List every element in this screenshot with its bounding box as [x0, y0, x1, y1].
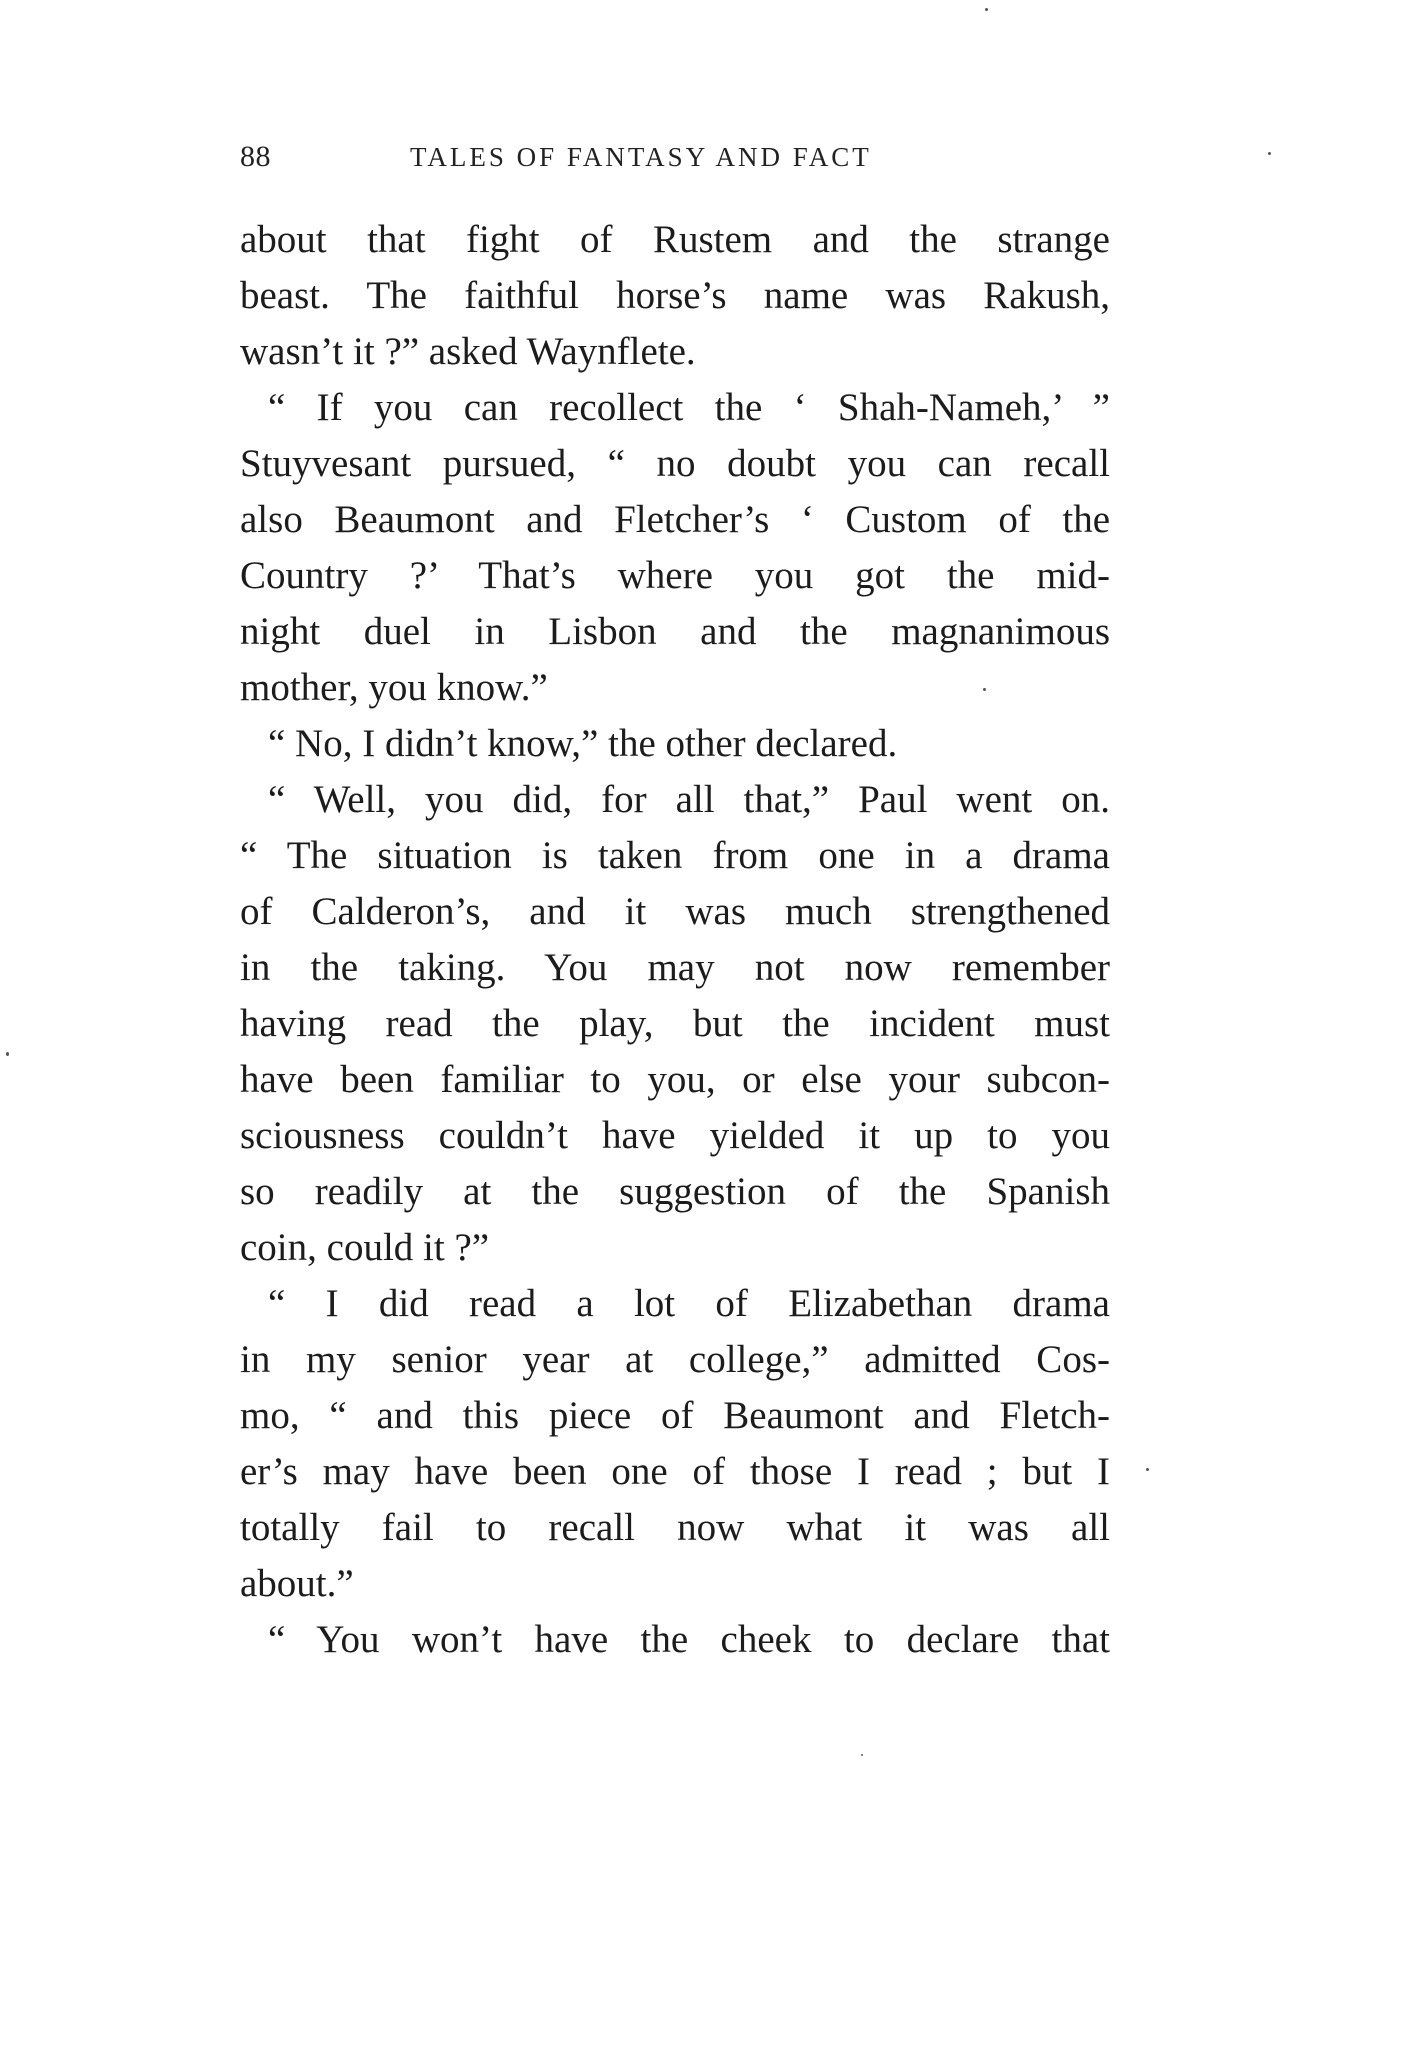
body-text	[240, 212, 1110, 1668]
text-line: have been familiar to you, or else your subcon-	[240, 1058, 1110, 1101]
scan-speck	[1268, 152, 1271, 155]
text-line: beast. The faithful horse’s name was Rakush,	[240, 274, 1110, 317]
text-line: er’s may have been one of those I read ; but I	[240, 1450, 1110, 1493]
text-line: in my senior year at college,” admitted Cos-	[240, 1338, 1110, 1381]
text-line: so readily at the suggestion of the Spanish	[240, 1170, 1110, 1213]
text-line: night duel in Lisbon and the magnanimous	[240, 610, 1110, 653]
text-line: sciousness couldn’t have yielded it up to you	[240, 1114, 1110, 1157]
text-line: “ I did read a lot of Elizabethan drama	[268, 1282, 1110, 1325]
book-title: TALES OF FANTASY AND FACT	[410, 142, 872, 172]
text-line: “ The situation is taken from one in a drama	[240, 834, 1110, 877]
text-line: wasn’t it ?” asked Waynflete.	[240, 330, 696, 373]
scan-speck	[983, 688, 986, 691]
text-line: coin, could it ?”	[240, 1226, 490, 1269]
text-line: in the taking. You may not now remember	[240, 946, 1110, 989]
text-line: about that fight of Rustem and the strange	[240, 218, 1110, 261]
text-line: mother, you know.”	[240, 666, 548, 709]
text-line: Country ?’ That’s where you got the mid-	[240, 554, 1110, 597]
scan-speck	[985, 8, 988, 11]
scan-speck	[6, 1052, 9, 1056]
text-line: “ If you can recollect the ‘ Shah-Nameh,’ ”	[268, 386, 1110, 429]
text-line: also Beaumont and Fletcher’s ‘ Custom of the	[240, 498, 1110, 541]
text-line: Stuyvesant pursued, “ no doubt you can recall	[240, 442, 1110, 485]
scan-speck	[861, 1754, 863, 1756]
running-head	[240, 140, 1240, 190]
text-line: “ Well, you did, for all that,” Paul went on.	[268, 778, 1110, 821]
text-line: having read the play, but the incident must	[240, 1002, 1110, 1045]
text-line: about.”	[240, 1562, 354, 1605]
text-line: mo, “ and this piece of Beaumont and Fletch-	[240, 1394, 1110, 1437]
page-number: 88	[240, 140, 271, 173]
text-line: of Calderon’s, and it was much strengthened	[240, 890, 1110, 933]
text-line: “ No, I didn’t know,” the other declared.	[268, 722, 898, 765]
scan-speck	[1146, 1468, 1149, 1471]
text-line: “ You won’t have the cheek to declare that	[268, 1618, 1110, 1661]
text-line: totally fail to recall now what it was all	[240, 1506, 1110, 1549]
